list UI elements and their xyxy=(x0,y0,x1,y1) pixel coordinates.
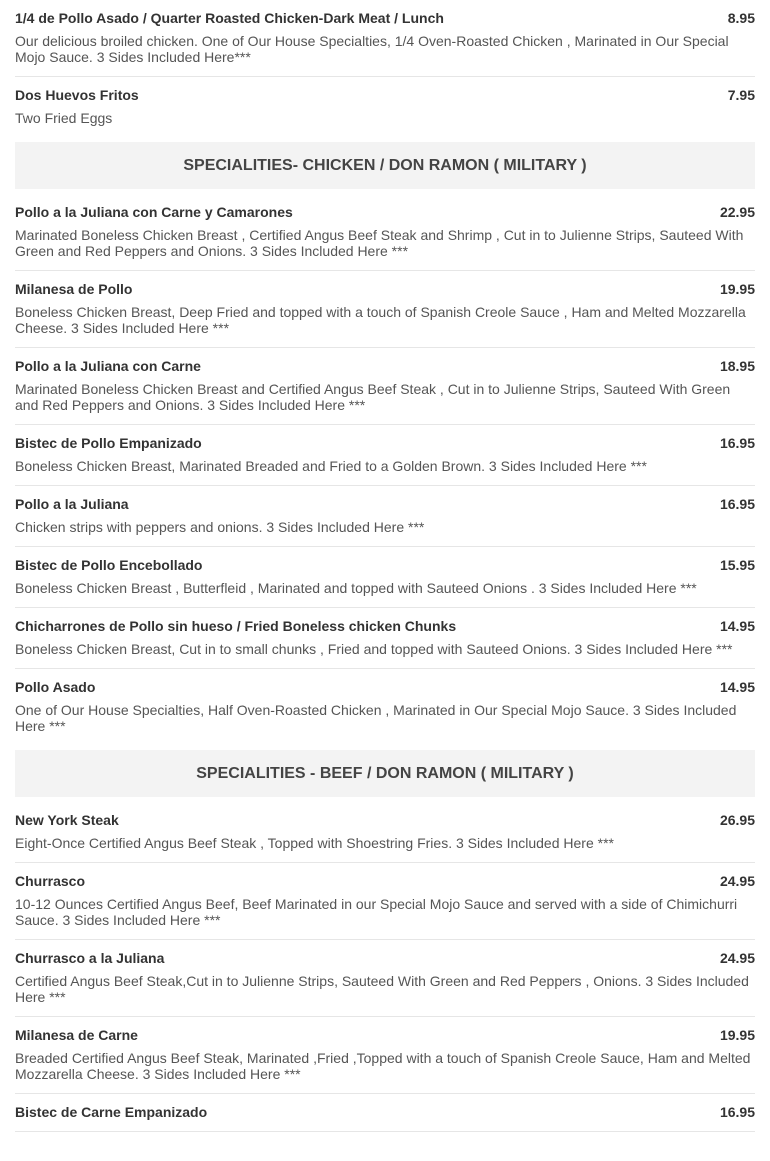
menu-item-description: Two Fried Eggs xyxy=(15,110,113,126)
menu-item[interactable] xyxy=(15,547,755,608)
menu-item-name: Bistec de Carne Empanizado xyxy=(15,1104,208,1120)
menu-item-description: One of Our House Specialties, Half Oven-Roasted Chicken , Marinated in Our Special Mojo Sauce. 3 Sides Included Here *** xyxy=(15,702,737,734)
menu-item-description: Our delicious broiled chicken. One of Our House Specialties, 1/4 Oven-Roasted Chicken , Marinated in Our Special Mojo Sauce. 3 Sides Included Here*** xyxy=(15,33,729,65)
menu-item-header xyxy=(15,496,755,512)
menu-item-price: 19.95 xyxy=(719,1027,755,1043)
menu-item-description: 10-12 Ounces Certified Angus Beef, Beef Marinated in our Special Mojo Sauce and served with a side of Chimichurri Sauce. 3 Sides Included Here *** xyxy=(15,896,738,928)
menu-item-name: Bistec de Pollo Encebollado xyxy=(15,557,203,573)
menu-item[interactable] xyxy=(15,1094,755,1132)
menu-item-name: Churrasco a la Juliana xyxy=(15,950,165,966)
menu-item-price: 18.95 xyxy=(719,358,755,374)
menu-item[interactable] xyxy=(15,608,755,669)
menu-item[interactable] xyxy=(15,802,755,863)
menu-item-description: Chicken strips with peppers and onions. 3 Sides Included Here *** xyxy=(15,519,425,535)
menu-item-description: Boneless Chicken Breast, Deep Fried and topped with a touch of Spanish Creole Sauce , Ham and Melted Mozzarella Cheese. 3 Sides Included Here *** xyxy=(15,304,746,336)
menu-item-price: 16.95 xyxy=(719,496,755,512)
menu-item-header xyxy=(15,950,755,966)
menu-item[interactable] xyxy=(15,669,755,745)
section-header: SPECIALITIES- CHICKEN / DON RAMON ( MILITARY ) xyxy=(15,142,755,189)
menu-item-price: 24.95 xyxy=(719,950,755,966)
menu-item-header xyxy=(15,87,755,103)
menu-item[interactable] xyxy=(15,348,755,425)
menu-item-description: Certified Angus Beef Steak,Cut in to Julienne Strips, Sauteed With Green and Red Peppers , Onions. 3 Sides Included Here *** xyxy=(15,973,749,1005)
menu-item-price: 15.95 xyxy=(719,557,755,573)
menu-item[interactable] xyxy=(15,271,755,348)
menu-item-header xyxy=(15,10,755,26)
menu-item-price: 26.95 xyxy=(719,812,755,828)
menu-item[interactable] xyxy=(15,77,755,137)
menu-item-header xyxy=(15,281,755,297)
menu-item-name: Pollo a la Juliana xyxy=(15,496,129,512)
menu-item-header xyxy=(15,873,755,889)
menu-item-name: Milanesa de Pollo xyxy=(15,281,133,297)
menu-item-description: Eight-Once Certified Angus Beef Steak , Topped with Shoestring Fries. 3 Sides Included Here *** xyxy=(15,835,614,851)
menu-item-price: 16.95 xyxy=(719,1104,755,1120)
menu-item-price: 14.95 xyxy=(719,679,755,695)
menu-item-name: Pollo a la Juliana con Carne y Camarones xyxy=(15,204,293,220)
menu-item-header xyxy=(15,1027,755,1043)
menu-item-description: Boneless Chicken Breast, Cut in to small chunks , Fried and topped with Sauteed Onions. 3 Sides Included Here *** xyxy=(15,641,733,657)
menu-item-name: Chicharrones de Pollo sin hueso / Fried Boneless chicken Chunks xyxy=(15,618,457,634)
menu-item[interactable] xyxy=(15,486,755,547)
menu-item-header xyxy=(15,618,755,634)
menu-item-price: 16.95 xyxy=(719,435,755,451)
menu-item-description: Boneless Chicken Breast , Butterfleid , Marinated and topped with Sauteed Onions . 3 Sides Included Here *** xyxy=(15,580,697,596)
menu-item-price: 8.95 xyxy=(727,10,755,26)
menu-item[interactable] xyxy=(15,194,755,271)
menu-item-header xyxy=(15,812,755,828)
menu-item-description: Marinated Boneless Chicken Breast and Certified Angus Beef Steak , Cut in to Julienne Strips, Sauteed With Green and Red Peppers and Onions. 3 Sides Included Here *** xyxy=(15,381,731,413)
menu-item[interactable] xyxy=(15,1017,755,1094)
menu-item-name: Pollo Asado xyxy=(15,679,96,695)
menu-item-description: Marinated Boneless Chicken Breast , Certified Angus Beef Steak and Shrimp , Cut in to Julienne Strips, Sauteed With Green and Red Peppers and Onions. 3 Sides Included Here *** xyxy=(15,227,744,259)
menu-item-price: 14.95 xyxy=(719,618,755,634)
menu-item-description: Breaded Certified Angus Beef Steak, Marinated ,Fried ,Topped with a touch of Spanish Creole Sauce, Ham and Melted Mozzarella Cheese. 3 Sides Included Here *** xyxy=(15,1050,751,1082)
menu-item-price: 22.95 xyxy=(719,204,755,220)
menu-item-header xyxy=(15,557,755,573)
menu-item-price: 19.95 xyxy=(719,281,755,297)
menu-item-name: Milanesa de Carne xyxy=(15,1027,138,1043)
menu-item-header xyxy=(15,204,755,220)
menu-item-name: 1/4 de Pollo Asado / Quarter Roasted Chicken-Dark Meat / Lunch xyxy=(15,10,444,26)
menu-item-description: Boneless Chicken Breast, Marinated Breaded and Fried to a Golden Brown. 3 Sides Included Here *** xyxy=(15,458,647,474)
menu-item-header xyxy=(15,679,755,695)
menu-item-name: Bistec de Pollo Empanizado xyxy=(15,435,202,451)
menu-item-name: Dos Huevos Fritos xyxy=(15,87,139,103)
menu-item-price: 7.95 xyxy=(727,87,755,103)
menu-item[interactable] xyxy=(15,0,755,77)
section-header: SPECIALITIES - BEEF / DON RAMON ( MILITARY ) xyxy=(15,750,755,797)
menu-item-price: 24.95 xyxy=(719,873,755,889)
menu-item[interactable] xyxy=(15,863,755,940)
menu-item-header xyxy=(15,1104,755,1120)
menu-item-name: Pollo a la Juliana con Carne xyxy=(15,358,201,374)
menu-item[interactable] xyxy=(15,425,755,486)
menu-item-header xyxy=(15,435,755,451)
menu-item-name: New York Steak xyxy=(15,812,119,828)
menu-item-header xyxy=(15,358,755,374)
menu-item-name: Churrasco xyxy=(15,873,86,889)
menu-item[interactable] xyxy=(15,940,755,1017)
